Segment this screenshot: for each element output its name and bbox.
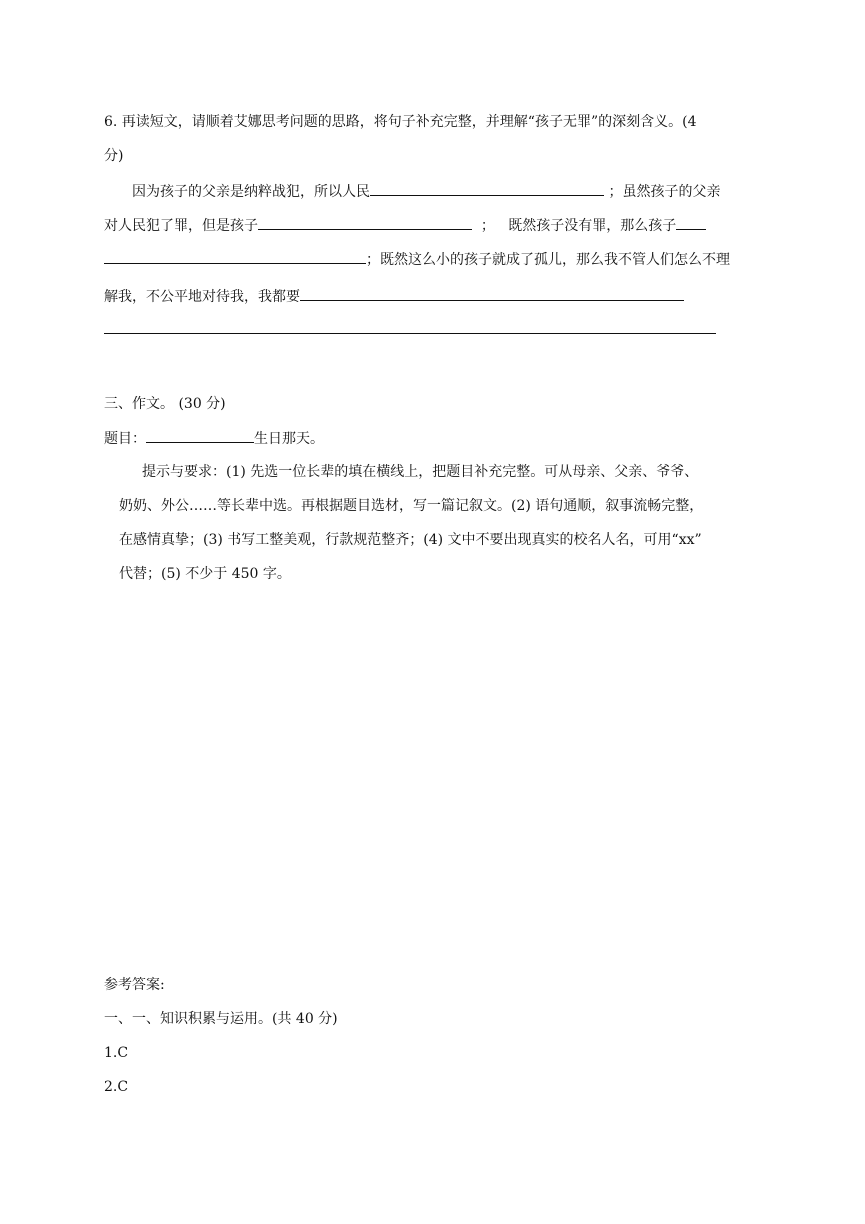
requirements-text-1: 提示与要求：(1) 先选一位长辈的填在横线上，把题目补充完整。可从母亲、父亲、爷爷、 [142, 464, 699, 480]
answer-2-text: 2.C [104, 1079, 129, 1095]
requirements-line-2 [119, 496, 703, 516]
fill-line-3 [104, 249, 730, 270]
answer-blank-6[interactable] [104, 333, 716, 334]
answer-blank-1[interactable] [370, 181, 604, 196]
composition-title [104, 428, 324, 449]
answer-2 [104, 1077, 128, 1097]
fill-text-3a: ；既然这么小的孩子就成了孤儿，那么我不管人们怎么不理 [366, 252, 730, 268]
answers-section-text: 一、一、知识积累与运用。(共 40 分) [104, 1011, 338, 1027]
question-6-line-1 [104, 112, 697, 132]
answers-section [104, 1009, 338, 1029]
fill-text-4a: 解我，不公平地对待我，我都要 [104, 289, 300, 305]
requirements-text-3: 在感情真挚；(3) 书写工整美观，行款规范整齐；(4) 文中不要出现真实的校名人名，可用“xx” [119, 532, 702, 548]
question-6-line-2 [104, 146, 123, 166]
answer-blank-3[interactable] [676, 215, 706, 230]
fill-line-1 [132, 181, 720, 202]
fill-text-2c: 既然孩子没有罪，那么孩子 [508, 218, 677, 234]
title-blank[interactable] [146, 428, 254, 443]
requirements-text-4: 代替；(5) 不少于 450 字。 [119, 566, 291, 582]
question-6-score: 分) [104, 148, 124, 164]
fill-text-2a: 对人民犯了罪，但是孩子 [104, 218, 258, 234]
answer-1 [104, 1043, 128, 1063]
requirements-text-2: 奶奶、外公……等长辈中选。再根据题目选材，写一篇记叙文。(2) 语句通顺，叙事流畅完整， [119, 498, 704, 514]
answer-blank-5[interactable] [300, 286, 684, 301]
composition-heading-text: 三、作文。 (30 分) [104, 396, 226, 412]
fill-text-1a: 因为孩子的父亲是纳粹战犯，所以人民 [132, 184, 370, 200]
requirements-line-3 [119, 530, 702, 550]
title-prefix: 题目： [104, 431, 146, 447]
fill-text-2b: ； [480, 218, 495, 234]
fill-line-4 [104, 286, 684, 307]
question-6-text: 6. 再读短文，请顺着艾娜思考问题的思路，将句子补充完整，并理解“孩子无罪”的深刻含义。(4 [104, 114, 697, 130]
fill-line-2 [104, 215, 706, 236]
answer-blank-2[interactable] [258, 215, 472, 230]
fill-text-1b: ；虽然孩子的父亲 [608, 184, 721, 200]
answer-1-text: 1.C [104, 1045, 129, 1061]
answers-heading-text: 参考答案: [104, 977, 165, 993]
requirements-line-1 [142, 462, 698, 482]
answers-heading [104, 975, 165, 995]
requirements-line-4 [119, 564, 291, 584]
composition-heading [104, 394, 226, 414]
title-suffix: 生日那天。 [254, 431, 324, 447]
answer-blank-4[interactable] [104, 249, 366, 264]
